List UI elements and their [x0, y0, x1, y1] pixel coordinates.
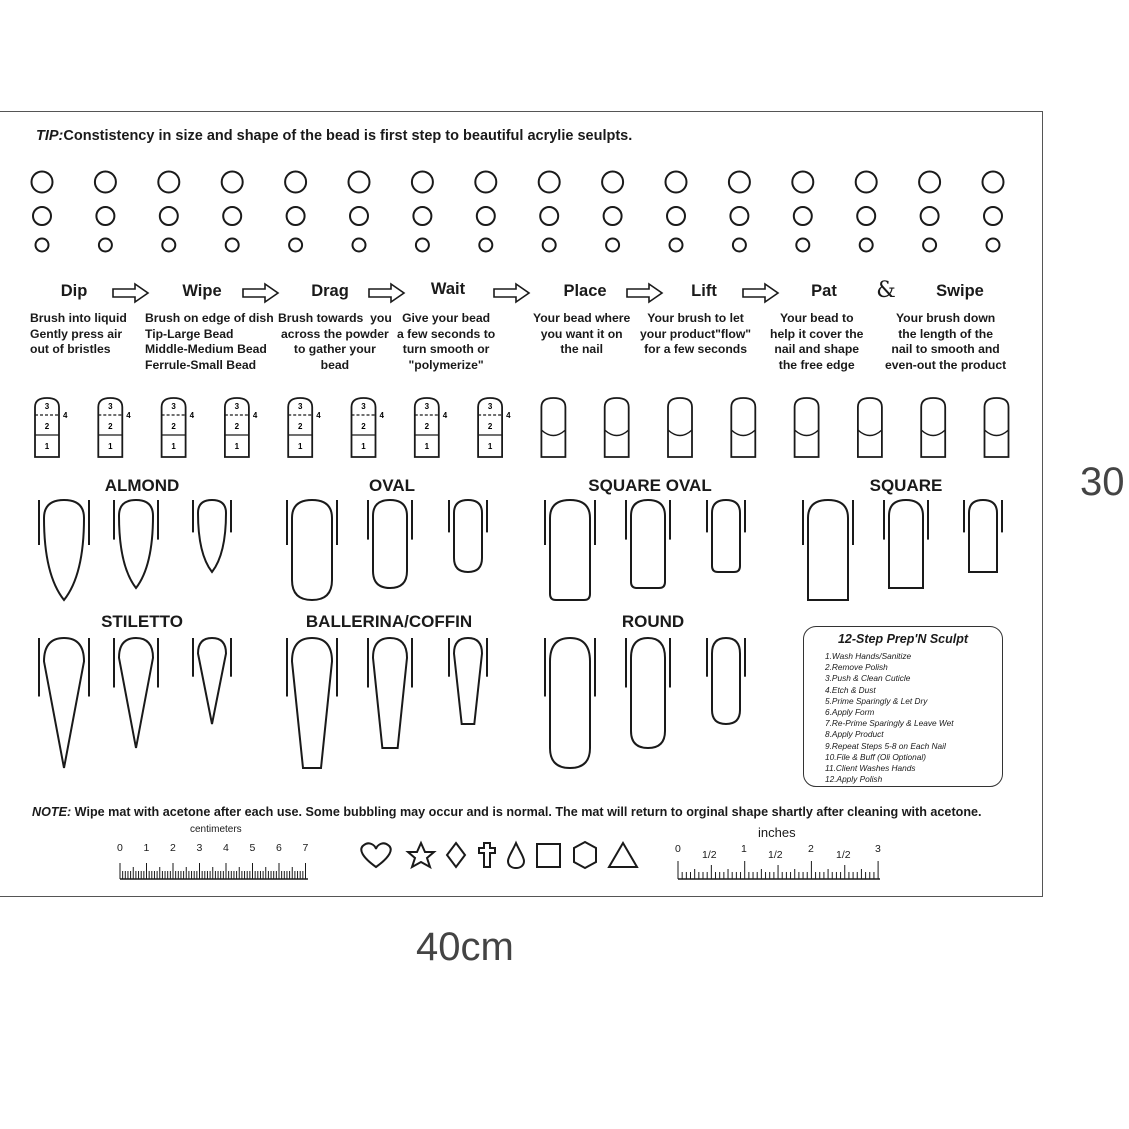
cross-icon: [479, 843, 495, 867]
heart-icon: [361, 843, 390, 867]
step-desc-pat: Your bead to help it cover the nail and shape the free edge: [770, 311, 864, 372]
zone-label: 2: [361, 422, 366, 431]
zone-label: 4: [379, 411, 384, 420]
ruler-in-label: 1/2: [836, 849, 851, 861]
zone-label: 3: [44, 402, 50, 411]
tip-body: Constistency in size and shape of the bead is first step to beautiful acrylie seulpts.: [63, 128, 633, 144]
zone-label: 2: [297, 422, 303, 431]
ruler-cm-label: 6: [276, 842, 282, 854]
step-desc-drag: Brush towards you across the powder to gather your bead: [278, 311, 392, 372]
zone-label: 4: [506, 411, 511, 420]
step-desc-dip: Brush into liquid Gently press air out of bristles: [30, 311, 127, 357]
zone-label: 4: [126, 411, 131, 420]
prep-step: 10.File & Buff (Oli Optional): [825, 751, 926, 762]
prep-step: 5.Prime Sparingly & Let Dry: [825, 695, 928, 706]
shape-title-almond: ALMOND: [104, 476, 180, 495]
prep-step: 7.Re-Prime Sparingly & Leave Wet: [825, 718, 954, 729]
tip-label: TIP:: [36, 128, 64, 144]
step-desc-place: Your bead where you want it on the nail: [533, 311, 631, 357]
zone-label: 1: [108, 442, 113, 451]
prep-step: 2.Remove Polish: [825, 662, 888, 673]
prep-step: 1.Wash Hands/Sanitize: [825, 651, 912, 661]
prep-step: 9.Repeat Steps 5-8 on Each Nail: [825, 740, 946, 751]
triangle-icon: [609, 843, 637, 867]
ruler-in-label: 1/2: [768, 849, 783, 861]
shape-title-round: ROUND: [621, 612, 685, 631]
zone-label: 3: [108, 402, 113, 411]
height-dimension: 30: [1080, 460, 1125, 504]
zone-label: 3: [171, 402, 176, 411]
prep-step: 12.Apply Polish: [825, 774, 883, 785]
zone-label: 2: [234, 422, 240, 431]
drop-icon: [508, 843, 524, 868]
ruler-in-label: 1/2: [702, 849, 717, 861]
zone-label: 1: [171, 442, 176, 451]
shape-title-square: SQUARE: [869, 476, 943, 495]
shape-title-stiletto: STILETTO: [101, 612, 183, 631]
note-label: NOTE:: [32, 805, 72, 819]
zone-label: 4: [252, 411, 258, 420]
zone-label: 3: [234, 402, 240, 411]
shape-title-square-oval: SQUARE OVAL: [588, 476, 712, 495]
prep-step: 8.Apply Product: [825, 729, 884, 740]
zone-label: 1: [44, 442, 50, 451]
zone-label: 1: [487, 442, 493, 451]
prep-title: 12-Step Prep'N Sculpt: [837, 632, 969, 646]
step-pat: Pat: [811, 282, 837, 300]
zone-label: 2: [171, 422, 176, 431]
width-dimension: 40cm: [416, 925, 514, 969]
zone-label: 3: [361, 402, 366, 411]
step-drag: Drag: [311, 282, 349, 300]
ruler-cm-unit: centimeters: [190, 824, 242, 835]
hexagon-icon: [574, 842, 596, 868]
zone-label: 4: [63, 411, 68, 420]
ruler-cm-label: 3: [196, 842, 203, 854]
zone-label: 4: [316, 411, 321, 420]
step-lift: Lift: [691, 282, 717, 300]
step-swipe: Swipe: [936, 282, 984, 300]
ruler-cm-label: 7: [302, 842, 309, 854]
step-desc-swipe: Your brush down the length of the nail to smooth and even-out the product: [885, 311, 1007, 372]
prep-step: 4.Etch & Dust: [825, 684, 876, 695]
ruler-cm-label: 1: [143, 842, 150, 854]
zone-label: 1: [361, 442, 366, 451]
shape-title-ballerina-coffin: BALLERINA/COFFIN: [305, 612, 473, 631]
ampersand: &: [876, 278, 896, 303]
ruler-cm-label: 0: [117, 842, 123, 854]
ruler-cm-label: 4: [223, 842, 229, 854]
prep-step: 6.Apply Form: [825, 707, 875, 718]
step-desc-lift: Your brush to let your product"flow" for a few seconds: [640, 311, 752, 357]
square-icon: [537, 844, 560, 867]
shape-title-oval: OVAL: [369, 476, 415, 495]
step-desc-wipe: Brush on edge of dish Tip-Large Bead Middle-Medium Bead Ferrule-Small Bead: [145, 311, 274, 372]
star-icon: [408, 843, 434, 867]
ruler-in-unit: inches: [758, 825, 796, 840]
zone-label: 2: [424, 422, 430, 431]
ruler-in-label: 3: [875, 843, 881, 855]
zone-label: 3: [487, 402, 493, 411]
step-wipe: Wipe: [182, 282, 222, 300]
zone-label: 1: [297, 442, 303, 451]
prep-step: 11.Client Washes Hands: [825, 763, 916, 774]
zone-label: 3: [297, 402, 303, 411]
ruler-in-label: 0: [675, 843, 681, 855]
ruler-in-label: 1: [741, 843, 747, 855]
step-place: Place: [563, 282, 607, 300]
step-dip: Dip: [60, 282, 88, 300]
zone-label: 4: [442, 411, 448, 420]
ruler-in-label: 2: [808, 843, 814, 855]
step-desc-wait: Give your bead a few seconds to turn smooth or "polymerize": [397, 311, 496, 372]
zone-label: 2: [44, 422, 50, 431]
zone-label: 1: [424, 442, 430, 451]
zone-label: 4: [189, 411, 195, 420]
ruler-cm-label: 5: [249, 842, 256, 854]
zone-label: 1: [234, 442, 240, 451]
diamond-icon: [447, 843, 465, 867]
ruler-cm-label: 2: [170, 842, 176, 854]
prep-step: 3.Push & Clean Cuticle: [825, 673, 911, 684]
zone-label: 2: [487, 422, 493, 431]
step-wait: Wait: [430, 280, 466, 298]
zone-label: 2: [108, 422, 113, 431]
zone-label: 3: [424, 402, 430, 411]
note-body: Wipe mat with acetone after each use. Some bubbling may occur and is normal. The mat will return to orginal shape shartly after cleaning with acetone.: [71, 805, 982, 819]
